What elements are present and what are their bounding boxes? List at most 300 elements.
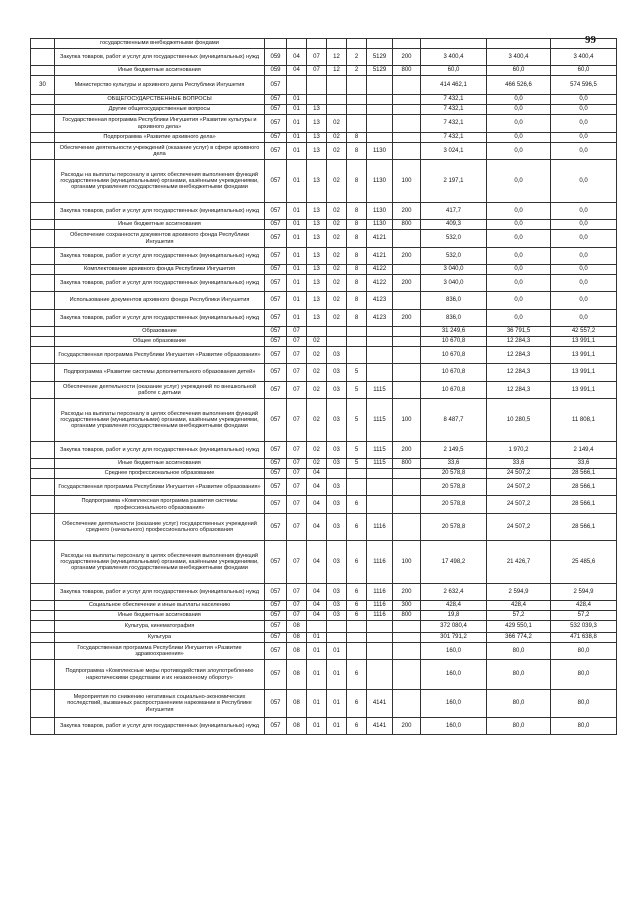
department-code-cell (265, 39, 287, 49)
row-number-cell (31, 364, 55, 382)
amount-year2-cell: 24 507,2 (487, 514, 551, 541)
subsection-code-cell: 04 (307, 514, 327, 541)
amount-year1-cell: 20 578,8 (421, 479, 487, 496)
row-number-cell (31, 469, 55, 479)
amount-year2-cell: 80,0 (487, 643, 551, 660)
amount-year2-cell: 0,0 (487, 95, 551, 105)
subsection-code-cell: 13 (307, 220, 327, 230)
amount-year2-cell: 60,0 (487, 66, 551, 76)
expense-type-cell: 800 (393, 220, 421, 230)
table-row (31, 265, 617, 275)
target-item-cell (367, 115, 393, 133)
target-item-cell: 1115 (367, 399, 393, 442)
row-number-cell (31, 442, 55, 459)
amount-year2-cell: 10 280,5 (487, 399, 551, 442)
amount-year3-cell: 532 039,3 (551, 621, 617, 633)
item-name-cell: Подпрограмма «Развитие системы дополнительного образования детей» (55, 364, 265, 382)
target-item-cell: 1115 (367, 442, 393, 459)
amount-year1-cell: 60,0 (421, 66, 487, 76)
row-number-cell (31, 220, 55, 230)
department-code-cell: 057 (265, 690, 287, 718)
table-row (31, 479, 617, 496)
department-code-cell: 057 (265, 601, 287, 611)
program-code-cell (327, 469, 347, 479)
subsection-code-cell: 01 (307, 718, 327, 735)
item-name-cell: Государственная программа Республики Ингушетия «Развитие здравоохранения» (55, 643, 265, 660)
subsection-code-cell: 07 (307, 66, 327, 76)
item-name-cell: Министерство культуры и архивного дела Республики Ингушетия (55, 76, 265, 95)
amount-year3-cell: 0,0 (551, 203, 617, 220)
expense-type-cell: 200 (393, 442, 421, 459)
amount-year2-cell: 12 284,3 (487, 337, 551, 347)
amount-year1-cell: 20 578,8 (421, 496, 487, 514)
amount-year1-cell: 372 080,4 (421, 621, 487, 633)
section-code-cell: 01 (287, 143, 307, 160)
row-number-cell (31, 105, 55, 115)
row-number-cell (31, 382, 55, 399)
subprogram-code-cell: 8 (347, 275, 367, 292)
section-code-cell: 01 (287, 115, 307, 133)
amount-year2-cell: 0,0 (487, 133, 551, 143)
row-number-cell (31, 690, 55, 718)
section-code-cell: 01 (287, 310, 307, 327)
subsection-code-cell: 02 (307, 382, 327, 399)
subprogram-code-cell: 8 (347, 220, 367, 230)
expense-type-cell (393, 230, 421, 248)
section-code-cell: 01 (287, 160, 307, 203)
amount-year2-cell: 0,0 (487, 310, 551, 327)
amount-year3-cell: 0,0 (551, 292, 617, 310)
amount-year3-cell: 33,6 (551, 459, 617, 469)
row-number-cell (31, 265, 55, 275)
amount-year1-cell: 836,0 (421, 310, 487, 327)
expense-type-cell (393, 115, 421, 133)
program-code-cell: 03 (327, 442, 347, 459)
program-code-cell (327, 327, 347, 337)
item-name-cell: Общее образование (55, 337, 265, 347)
amount-year2-cell: 0,0 (487, 248, 551, 265)
department-code-cell: 057 (265, 611, 287, 621)
expense-type-cell: 100 (393, 399, 421, 442)
row-number-cell (31, 584, 55, 601)
amount-year1-cell: 17 498,2 (421, 541, 487, 584)
table-row (31, 584, 617, 601)
amount-year2-cell: 0,0 (487, 143, 551, 160)
page-number: 99 (585, 34, 596, 46)
section-code-cell: 01 (287, 133, 307, 143)
subsection-code-cell: 02 (307, 364, 327, 382)
program-code-cell: 01 (327, 690, 347, 718)
row-number-cell (31, 601, 55, 611)
expense-type-cell: 200 (393, 248, 421, 265)
section-code-cell: 08 (287, 621, 307, 633)
expense-type-cell (393, 496, 421, 514)
program-code-cell: 02 (327, 133, 347, 143)
table-row (31, 718, 617, 735)
program-code-cell: 02 (327, 160, 347, 203)
amount-year1-cell: 532,0 (421, 230, 487, 248)
table-row (31, 39, 617, 49)
department-code-cell: 057 (265, 718, 287, 735)
amount-year3-cell: 2 149,4 (551, 442, 617, 459)
section-code-cell: 07 (287, 337, 307, 347)
item-name-cell: Закупка товаров, работ и услуг для государственных (муниципальных) нужд (55, 442, 265, 459)
program-code-cell (327, 95, 347, 105)
amount-year3-cell: 60,0 (551, 66, 617, 76)
table-row (31, 143, 617, 160)
table-row (31, 76, 617, 95)
row-number-cell (31, 143, 55, 160)
expense-type-cell: 100 (393, 541, 421, 584)
amount-year2-cell: 12 284,3 (487, 364, 551, 382)
target-item-cell (367, 469, 393, 479)
amount-year2-cell: 429 550,1 (487, 621, 551, 633)
row-number-cell (31, 399, 55, 442)
program-code-cell: 03 (327, 611, 347, 621)
section-code-cell: 01 (287, 292, 307, 310)
subsection-code-cell: 13 (307, 310, 327, 327)
subprogram-code-cell (347, 621, 367, 633)
amount-year2-cell: 12 284,3 (487, 382, 551, 399)
target-item-cell (367, 337, 393, 347)
subsection-code-cell (307, 76, 327, 95)
section-code-cell: 01 (287, 248, 307, 265)
amount-year1-cell: 301 791,2 (421, 633, 487, 643)
subsection-code-cell: 13 (307, 265, 327, 275)
program-code-cell: 12 (327, 49, 347, 66)
table-row (31, 347, 617, 364)
amount-year2-cell: 21 426,7 (487, 541, 551, 584)
item-name-cell: Среднее профессиональное образование (55, 469, 265, 479)
subprogram-code-cell (347, 633, 367, 643)
row-number-cell (31, 39, 55, 49)
section-code-cell: 01 (287, 275, 307, 292)
program-code-cell: 03 (327, 347, 347, 364)
subsection-code-cell: 02 (307, 347, 327, 364)
amount-year3-cell: 28 566,1 (551, 514, 617, 541)
table-row (31, 203, 617, 220)
expense-type-cell (393, 660, 421, 690)
target-item-cell (367, 133, 393, 143)
program-code-cell: 01 (327, 660, 347, 690)
amount-year1-cell: 8 487,7 (421, 399, 487, 442)
subprogram-code-cell: 8 (347, 248, 367, 265)
amount-year2-cell: 12 284,3 (487, 347, 551, 364)
amount-year3-cell: 3 400,4 (551, 49, 617, 66)
section-code-cell: 07 (287, 347, 307, 364)
subsection-code-cell: 13 (307, 105, 327, 115)
amount-year1-cell: 10 670,8 (421, 337, 487, 347)
amount-year2-cell: 57,2 (487, 611, 551, 621)
amount-year1-cell: 2 632,4 (421, 584, 487, 601)
subprogram-code-cell: 5 (347, 364, 367, 382)
department-code-cell: 057 (265, 364, 287, 382)
amount-year1-cell: 7 432,1 (421, 105, 487, 115)
table-row (31, 469, 617, 479)
amount-year1-cell: 3 400,4 (421, 49, 487, 66)
program-code-cell: 03 (327, 382, 347, 399)
target-item-cell: 1116 (367, 514, 393, 541)
program-code-cell: 03 (327, 364, 347, 382)
row-number-cell (31, 292, 55, 310)
subprogram-code-cell: 5 (347, 442, 367, 459)
item-name-cell: Культура, кинематография (55, 621, 265, 633)
subsection-code-cell: 02 (307, 337, 327, 347)
section-code-cell: 07 (287, 399, 307, 442)
target-item-cell: 1130 (367, 203, 393, 220)
subprogram-code-cell: 2 (347, 49, 367, 66)
program-code-cell (327, 105, 347, 115)
amount-year3-cell (551, 39, 617, 49)
amount-year1-cell: 20 578,8 (421, 469, 487, 479)
expense-type-cell (393, 337, 421, 347)
table-row (31, 327, 617, 337)
subsection-code-cell: 01 (307, 660, 327, 690)
table-body (31, 39, 617, 735)
expense-type-cell (393, 143, 421, 160)
program-code-cell: 02 (327, 143, 347, 160)
department-code-cell: 057 (265, 160, 287, 203)
row-number-cell (31, 514, 55, 541)
amount-year3-cell: 0,0 (551, 115, 617, 133)
expense-type-cell (393, 514, 421, 541)
row-number-cell (31, 133, 55, 143)
table-row (31, 133, 617, 143)
program-code-cell: 12 (327, 66, 347, 76)
row-number-cell (31, 95, 55, 105)
amount-year1-cell: 7 432,1 (421, 115, 487, 133)
target-item-cell: 1115 (367, 382, 393, 399)
row-number-cell (31, 49, 55, 66)
target-item-cell: 4121 (367, 230, 393, 248)
item-name-cell: Расходы на выплаты персоналу в целях обеспечения выполнения функций государственными (муниципальными) органами, казёнными учреждениями, органами управления государственными внебюджетными фондами (55, 160, 265, 203)
expense-type-cell (393, 479, 421, 496)
expense-type-cell: 800 (393, 611, 421, 621)
department-code-cell: 059 (265, 49, 287, 66)
expense-type-cell (393, 621, 421, 633)
amount-year1-cell: 160,0 (421, 660, 487, 690)
target-item-cell: 1116 (367, 541, 393, 584)
section-code-cell: 08 (287, 660, 307, 690)
amount-year2-cell: 0,0 (487, 265, 551, 275)
program-code-cell: 02 (327, 220, 347, 230)
item-name-cell: Образование (55, 327, 265, 337)
subsection-code-cell: 07 (307, 49, 327, 66)
row-number-cell (31, 718, 55, 735)
amount-year3-cell: 13 991,1 (551, 337, 617, 347)
department-code-cell: 057 (265, 143, 287, 160)
subprogram-code-cell (347, 337, 367, 347)
amount-year1-cell: 20 578,8 (421, 514, 487, 541)
subprogram-code-cell: 8 (347, 292, 367, 310)
expense-type-cell: 800 (393, 459, 421, 469)
expense-type-cell (393, 382, 421, 399)
section-code-cell (287, 76, 307, 95)
subprogram-code-cell: 8 (347, 265, 367, 275)
amount-year1-cell: 10 670,8 (421, 364, 487, 382)
subprogram-code-cell: 8 (347, 133, 367, 143)
target-item-cell (367, 633, 393, 643)
amount-year3-cell: 428,4 (551, 601, 617, 611)
target-item-cell: 4122 (367, 275, 393, 292)
section-code-cell: 01 (287, 105, 307, 115)
target-item-cell: 5129 (367, 49, 393, 66)
subsection-code-cell: 02 (307, 399, 327, 442)
amount-year1-cell: 33,6 (421, 459, 487, 469)
item-name-cell: Закупка товаров, работ и услуг для государственных (муниципальных) нужд (55, 584, 265, 601)
amount-year2-cell: 80,0 (487, 660, 551, 690)
row-number-cell (31, 310, 55, 327)
expense-type-cell: 800 (393, 66, 421, 76)
subprogram-code-cell: 5 (347, 399, 367, 442)
item-name-cell: Обеспечение сохранности документов архивного фонда Республики Ингушетия (55, 230, 265, 248)
amount-year2-cell: 2 594,9 (487, 584, 551, 601)
subprogram-code-cell (347, 115, 367, 133)
amount-year1-cell: 3 024,1 (421, 143, 487, 160)
subsection-code-cell: 13 (307, 230, 327, 248)
expense-type-cell: 200 (393, 310, 421, 327)
target-item-cell (367, 347, 393, 364)
section-code-cell: 07 (287, 382, 307, 399)
item-name-cell: Расходы на выплаты персоналу в целях обеспечения выполнения функций государственными (муниципальными) органами, казёнными учреждениями, органами управления государственными внебюджетными фондами (55, 541, 265, 584)
amount-year3-cell: 0,0 (551, 275, 617, 292)
subsection-code-cell: 04 (307, 584, 327, 601)
program-code-cell (327, 39, 347, 49)
expense-type-cell (393, 95, 421, 105)
expense-type-cell (393, 364, 421, 382)
section-code-cell: 07 (287, 459, 307, 469)
subsection-code-cell: 04 (307, 496, 327, 514)
subprogram-code-cell: 2 (347, 66, 367, 76)
program-code-cell: 03 (327, 479, 347, 496)
subprogram-code-cell: 6 (347, 541, 367, 584)
section-code-cell: 01 (287, 265, 307, 275)
row-number-cell (31, 479, 55, 496)
amount-year1-cell: 31 249,6 (421, 327, 487, 337)
target-item-cell (367, 327, 393, 337)
subprogram-code-cell: 6 (347, 584, 367, 601)
row-number-cell (31, 337, 55, 347)
subprogram-code-cell (347, 327, 367, 337)
department-code-cell: 057 (265, 643, 287, 660)
row-number-cell (31, 66, 55, 76)
expense-type-cell (393, 347, 421, 364)
subprogram-code-cell: 6 (347, 496, 367, 514)
amount-year3-cell: 0,0 (551, 143, 617, 160)
table-row (31, 643, 617, 660)
table-row (31, 248, 617, 265)
amount-year3-cell: 0,0 (551, 105, 617, 115)
amount-year3-cell: 28 566,1 (551, 479, 617, 496)
subsection-code-cell (307, 95, 327, 105)
row-number-cell (31, 115, 55, 133)
target-item-cell: 4141 (367, 690, 393, 718)
program-code-cell: 02 (327, 310, 347, 327)
amount-year3-cell: 2 594,9 (551, 584, 617, 601)
target-item-cell: 1116 (367, 601, 393, 611)
amount-year2-cell: 24 507,2 (487, 469, 551, 479)
program-code-cell: 03 (327, 399, 347, 442)
subprogram-code-cell (347, 39, 367, 49)
amount-year3-cell: 13 991,1 (551, 364, 617, 382)
table-row (31, 541, 617, 584)
amount-year3-cell: 13 991,1 (551, 382, 617, 399)
amount-year1-cell: 160,0 (421, 690, 487, 718)
table-row (31, 459, 617, 469)
row-number-cell (31, 621, 55, 633)
expense-type-cell: 200 (393, 584, 421, 601)
table-row (31, 496, 617, 514)
item-name-cell: Подпрограмма «Комплексные меры противодействия злоупотреблению наркотическими средствами и их незаконному обороту» (55, 660, 265, 690)
subsection-code-cell: 02 (307, 442, 327, 459)
section-code-cell (287, 39, 307, 49)
table-row (31, 310, 617, 327)
section-code-cell: 07 (287, 601, 307, 611)
amount-year2-cell: 366 774,2 (487, 633, 551, 643)
program-code-cell: 02 (327, 248, 347, 265)
subprogram-code-cell: 5 (347, 459, 367, 469)
item-name-cell: Использование документов архивного фонда Республики Ингушетия (55, 292, 265, 310)
subprogram-code-cell: 8 (347, 143, 367, 160)
section-code-cell: 01 (287, 230, 307, 248)
expense-type-cell (393, 265, 421, 275)
subsection-code-cell: 13 (307, 115, 327, 133)
expense-type-cell (393, 469, 421, 479)
subprogram-code-cell (347, 643, 367, 660)
department-code-cell: 057 (265, 541, 287, 584)
department-code-cell: 057 (265, 275, 287, 292)
subsection-code-cell: 04 (307, 611, 327, 621)
subsection-code-cell: 13 (307, 292, 327, 310)
row-number-cell: 30 (31, 76, 55, 95)
target-item-cell: 4123 (367, 310, 393, 327)
table-row (31, 220, 617, 230)
program-code-cell: 02 (327, 275, 347, 292)
target-item-cell (367, 660, 393, 690)
row-number-cell (31, 541, 55, 584)
subsection-code-cell (307, 327, 327, 337)
department-code-cell: 057 (265, 337, 287, 347)
target-item-cell (367, 479, 393, 496)
table-row (31, 514, 617, 541)
amount-year2-cell: 0,0 (487, 160, 551, 203)
expense-type-cell: 300 (393, 601, 421, 611)
expense-type-cell (393, 327, 421, 337)
target-item-cell (367, 105, 393, 115)
department-code-cell: 057 (265, 442, 287, 459)
amount-year3-cell: 0,0 (551, 310, 617, 327)
department-code-cell: 057 (265, 633, 287, 643)
amount-year2-cell: 0,0 (487, 203, 551, 220)
amount-year3-cell: 80,0 (551, 718, 617, 735)
table-row (31, 611, 617, 621)
section-code-cell: 07 (287, 541, 307, 584)
expense-type-cell (393, 133, 421, 143)
amount-year2-cell: 0,0 (487, 292, 551, 310)
row-number-cell (31, 275, 55, 292)
department-code-cell: 057 (265, 230, 287, 248)
program-code-cell: 03 (327, 584, 347, 601)
department-code-cell: 057 (265, 133, 287, 143)
expense-type-cell: 200 (393, 203, 421, 220)
subsection-code-cell: 04 (307, 541, 327, 584)
program-code-cell: 02 (327, 265, 347, 275)
target-item-cell (367, 364, 393, 382)
row-number-cell (31, 347, 55, 364)
department-code-cell: 057 (265, 115, 287, 133)
table-row (31, 382, 617, 399)
table-row (31, 690, 617, 718)
